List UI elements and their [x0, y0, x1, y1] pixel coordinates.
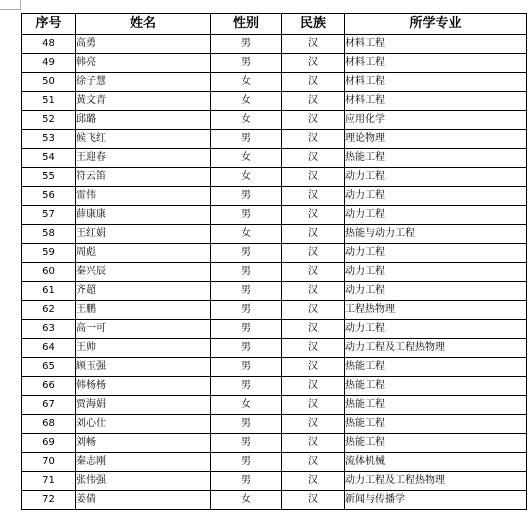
cell-sex: 男 [211, 282, 282, 301]
crop-mark-horizontal [0, 9, 20, 10]
cell-name: 韩杨杨 [76, 377, 211, 396]
table-row [22, 415, 527, 434]
cell-serial-number: 66 [22, 377, 76, 396]
cell-serial-number: 54 [22, 149, 76, 168]
cell-sex: 女 [211, 111, 282, 130]
cell-serial-number: 55 [22, 168, 76, 187]
cell-name: 王红娟 [76, 225, 211, 244]
table-header-row [22, 14, 527, 35]
cell-major: 动力工程 [345, 282, 527, 301]
table-row [22, 130, 527, 149]
cell-sex: 男 [211, 206, 282, 225]
cell-serial-number: 51 [22, 92, 76, 111]
cell-name: 雷伟 [76, 187, 211, 206]
cell-name: 韩亮 [76, 54, 211, 73]
cell-ethnicity: 汉 [282, 130, 345, 149]
cell-major: 热能工程 [345, 396, 527, 415]
header-no: 序号 [22, 14, 76, 35]
cell-serial-number: 57 [22, 206, 76, 225]
cell-sex: 男 [211, 358, 282, 377]
cell-major: 流体机械 [345, 453, 527, 472]
cell-name: 姜倩 [76, 491, 211, 510]
cell-major: 材料工程 [345, 73, 527, 92]
cell-major: 热能工程 [345, 149, 527, 168]
cell-ethnicity: 汉 [282, 320, 345, 339]
cell-ethnicity: 汉 [282, 244, 345, 263]
cell-major: 材料工程 [345, 54, 527, 73]
table-row [22, 92, 527, 111]
cell-ethnicity: 汉 [282, 168, 345, 187]
table-row [22, 472, 527, 491]
cell-ethnicity: 汉 [282, 187, 345, 206]
cell-sex: 女 [211, 73, 282, 92]
cell-major: 材料工程 [345, 35, 527, 54]
cell-serial-number: 59 [22, 244, 76, 263]
cell-major: 动力工程 [345, 263, 527, 282]
cell-serial-number: 53 [22, 130, 76, 149]
cell-serial-number: 69 [22, 434, 76, 453]
cell-major: 工程热物理 [345, 301, 527, 320]
cell-ethnicity: 汉 [282, 377, 345, 396]
cell-serial-number: 48 [22, 35, 76, 54]
cell-major: 动力工程 [345, 168, 527, 187]
cell-ethnicity: 汉 [282, 434, 345, 453]
cell-sex: 男 [211, 453, 282, 472]
table-row [22, 453, 527, 472]
table-row [22, 35, 527, 54]
cell-sex: 男 [211, 263, 282, 282]
header-major: 所学专业 [345, 14, 527, 35]
table-row [22, 491, 527, 510]
cell-sex: 男 [211, 301, 282, 320]
cell-sex: 女 [211, 149, 282, 168]
cell-ethnicity: 汉 [282, 282, 345, 301]
table-row [22, 111, 527, 130]
cell-sex: 男 [211, 320, 282, 339]
cell-major: 动力工程 [345, 187, 527, 206]
cell-major: 动力工程及工程热物理 [345, 339, 527, 358]
cell-sex: 男 [211, 339, 282, 358]
cell-name: 秦兴辰 [76, 263, 211, 282]
cell-name: 徐子慧 [76, 73, 211, 92]
cell-name: 候飞红 [76, 130, 211, 149]
crop-mark-vertical [20, 0, 21, 10]
cell-name: 符云笛 [76, 168, 211, 187]
cell-sex: 男 [211, 130, 282, 149]
cell-major: 热能工程 [345, 434, 527, 453]
cell-major: 热能工程 [345, 358, 527, 377]
header-name: 姓名 [76, 14, 211, 35]
cell-serial-number: 60 [22, 263, 76, 282]
cell-name: 薛康康 [76, 206, 211, 225]
table-row [22, 225, 527, 244]
student-roster-table [21, 13, 527, 510]
table-row [22, 339, 527, 358]
cell-name: 顾玉强 [76, 358, 211, 377]
table-row [22, 301, 527, 320]
cell-sex: 男 [211, 377, 282, 396]
table-row [22, 149, 527, 168]
cell-name: 高勇 [76, 35, 211, 54]
cell-name: 王鹏 [76, 301, 211, 320]
cell-ethnicity: 汉 [282, 263, 345, 282]
cell-ethnicity: 汉 [282, 206, 345, 225]
cell-major: 热能与动力工程 [345, 225, 527, 244]
table-row [22, 377, 527, 396]
table-body [22, 35, 527, 510]
cell-name: 王迎春 [76, 149, 211, 168]
cell-name: 邱璐 [76, 111, 211, 130]
cell-ethnicity: 汉 [282, 225, 345, 244]
cell-serial-number: 58 [22, 225, 76, 244]
cell-sex: 女 [211, 92, 282, 111]
cell-ethnicity: 汉 [282, 301, 345, 320]
table-row [22, 320, 527, 339]
cell-sex: 女 [211, 225, 282, 244]
cell-ethnicity: 汉 [282, 453, 345, 472]
cell-ethnicity: 汉 [282, 491, 345, 510]
cell-ethnicity: 汉 [282, 111, 345, 130]
cell-sex: 女 [211, 168, 282, 187]
cell-serial-number: 64 [22, 339, 76, 358]
table-row [22, 263, 527, 282]
cell-major: 热能工程 [345, 415, 527, 434]
cell-major: 热能工程 [345, 377, 527, 396]
cell-serial-number: 49 [22, 54, 76, 73]
cell-sex: 女 [211, 491, 282, 510]
cell-major: 理论物理 [345, 130, 527, 149]
table-row [22, 358, 527, 377]
cell-major: 动力工程及工程热物理 [345, 472, 527, 491]
cell-ethnicity: 汉 [282, 358, 345, 377]
table-row [22, 282, 527, 301]
cell-name: 齐超 [76, 282, 211, 301]
cell-sex: 男 [211, 434, 282, 453]
cell-ethnicity: 汉 [282, 54, 345, 73]
cell-major: 动力工程 [345, 206, 527, 225]
table-row [22, 244, 527, 263]
header-sex: 性别 [211, 14, 282, 35]
cell-ethnicity: 汉 [282, 73, 345, 92]
cell-name: 贾海娟 [76, 396, 211, 415]
cell-major: 新闻与传播学 [345, 491, 527, 510]
cell-serial-number: 50 [22, 73, 76, 92]
table-row [22, 168, 527, 187]
cell-ethnicity: 汉 [282, 415, 345, 434]
cell-serial-number: 65 [22, 358, 76, 377]
cell-name: 刘畅 [76, 434, 211, 453]
cell-serial-number: 71 [22, 472, 76, 491]
cell-serial-number: 52 [22, 111, 76, 130]
cell-ethnicity: 汉 [282, 92, 345, 111]
cell-sex: 女 [211, 396, 282, 415]
cell-ethnicity: 汉 [282, 472, 345, 491]
cell-sex: 男 [211, 472, 282, 491]
cell-ethnicity: 汉 [282, 35, 345, 54]
cell-serial-number: 56 [22, 187, 76, 206]
cell-name: 张伟强 [76, 472, 211, 491]
header-ethnicity: 民族 [282, 14, 345, 35]
cell-name: 黄文青 [76, 92, 211, 111]
cell-serial-number: 72 [22, 491, 76, 510]
cell-name: 高一可 [76, 320, 211, 339]
cell-major: 动力工程 [345, 244, 527, 263]
table-row [22, 206, 527, 225]
cell-sex: 男 [211, 187, 282, 206]
cell-major: 动力工程 [345, 320, 527, 339]
table-row [22, 54, 527, 73]
cell-name: 秦志刚 [76, 453, 211, 472]
cell-serial-number: 63 [22, 320, 76, 339]
cell-ethnicity: 汉 [282, 149, 345, 168]
cell-ethnicity: 汉 [282, 396, 345, 415]
cell-serial-number: 67 [22, 396, 76, 415]
cell-sex: 男 [211, 54, 282, 73]
cell-major: 应用化学 [345, 111, 527, 130]
table-row [22, 396, 527, 415]
cell-ethnicity: 汉 [282, 339, 345, 358]
cell-sex: 男 [211, 415, 282, 434]
cell-name: 王帅 [76, 339, 211, 358]
cell-sex: 男 [211, 35, 282, 54]
table-row [22, 73, 527, 92]
cell-name: 周彪 [76, 244, 211, 263]
cell-major: 材料工程 [345, 92, 527, 111]
cell-serial-number: 62 [22, 301, 76, 320]
cell-serial-number: 70 [22, 453, 76, 472]
table-row [22, 187, 527, 206]
table-row [22, 434, 527, 453]
cell-name: 刘心仕 [76, 415, 211, 434]
cell-sex: 男 [211, 244, 282, 263]
cell-serial-number: 61 [22, 282, 76, 301]
cell-serial-number: 68 [22, 415, 76, 434]
